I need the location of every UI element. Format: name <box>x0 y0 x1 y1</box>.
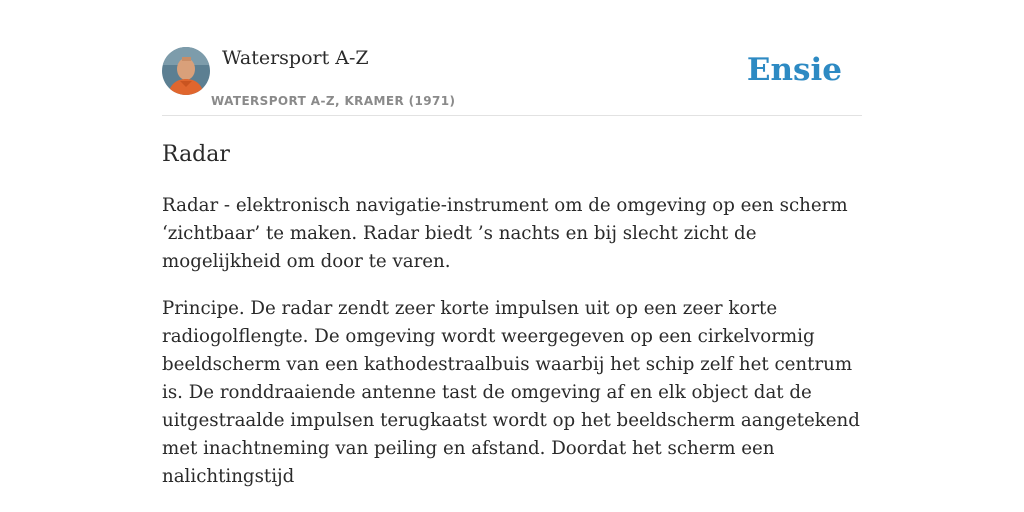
author-avatar[interactable] <box>162 47 210 95</box>
paragraph: Radar - elektronisch navigatie-instrument om de omgeving op een scherm ‘zichtbaar’ te maken. Radar biedt ’s nachts en bij slecht zicht de mogelijkheid om door te varen. <box>162 195 848 272</box>
source-label: WATERSPORT A-Z, KRAMER (1971) <box>211 94 456 108</box>
avatar-photo-icon <box>162 47 210 95</box>
paragraph: Principe. De radar zendt zeer korte impulsen uit op een zeer korte radiogolflengte. De omgeving wordt weergegeven op een cirkelvormig beeldscherm van een kathodestraalbuis waarbij het schip zelf het centrum is. De ronddraaiende antenne tast de omgeving af en elk object dat de uitgestraalde impulsen terugkaatst wordt op het beeldscherm aangetekend met inachtneming van peiling en afstand. Doordat het scherm een nalichtingstijd <box>162 298 860 487</box>
header-divider <box>162 115 862 116</box>
article-title: Radar <box>162 142 230 167</box>
brand-logo[interactable]: Ensie <box>746 52 842 88</box>
article-body <box>162 192 862 510</box>
author-name[interactable]: Watersport A-Z <box>222 47 369 69</box>
